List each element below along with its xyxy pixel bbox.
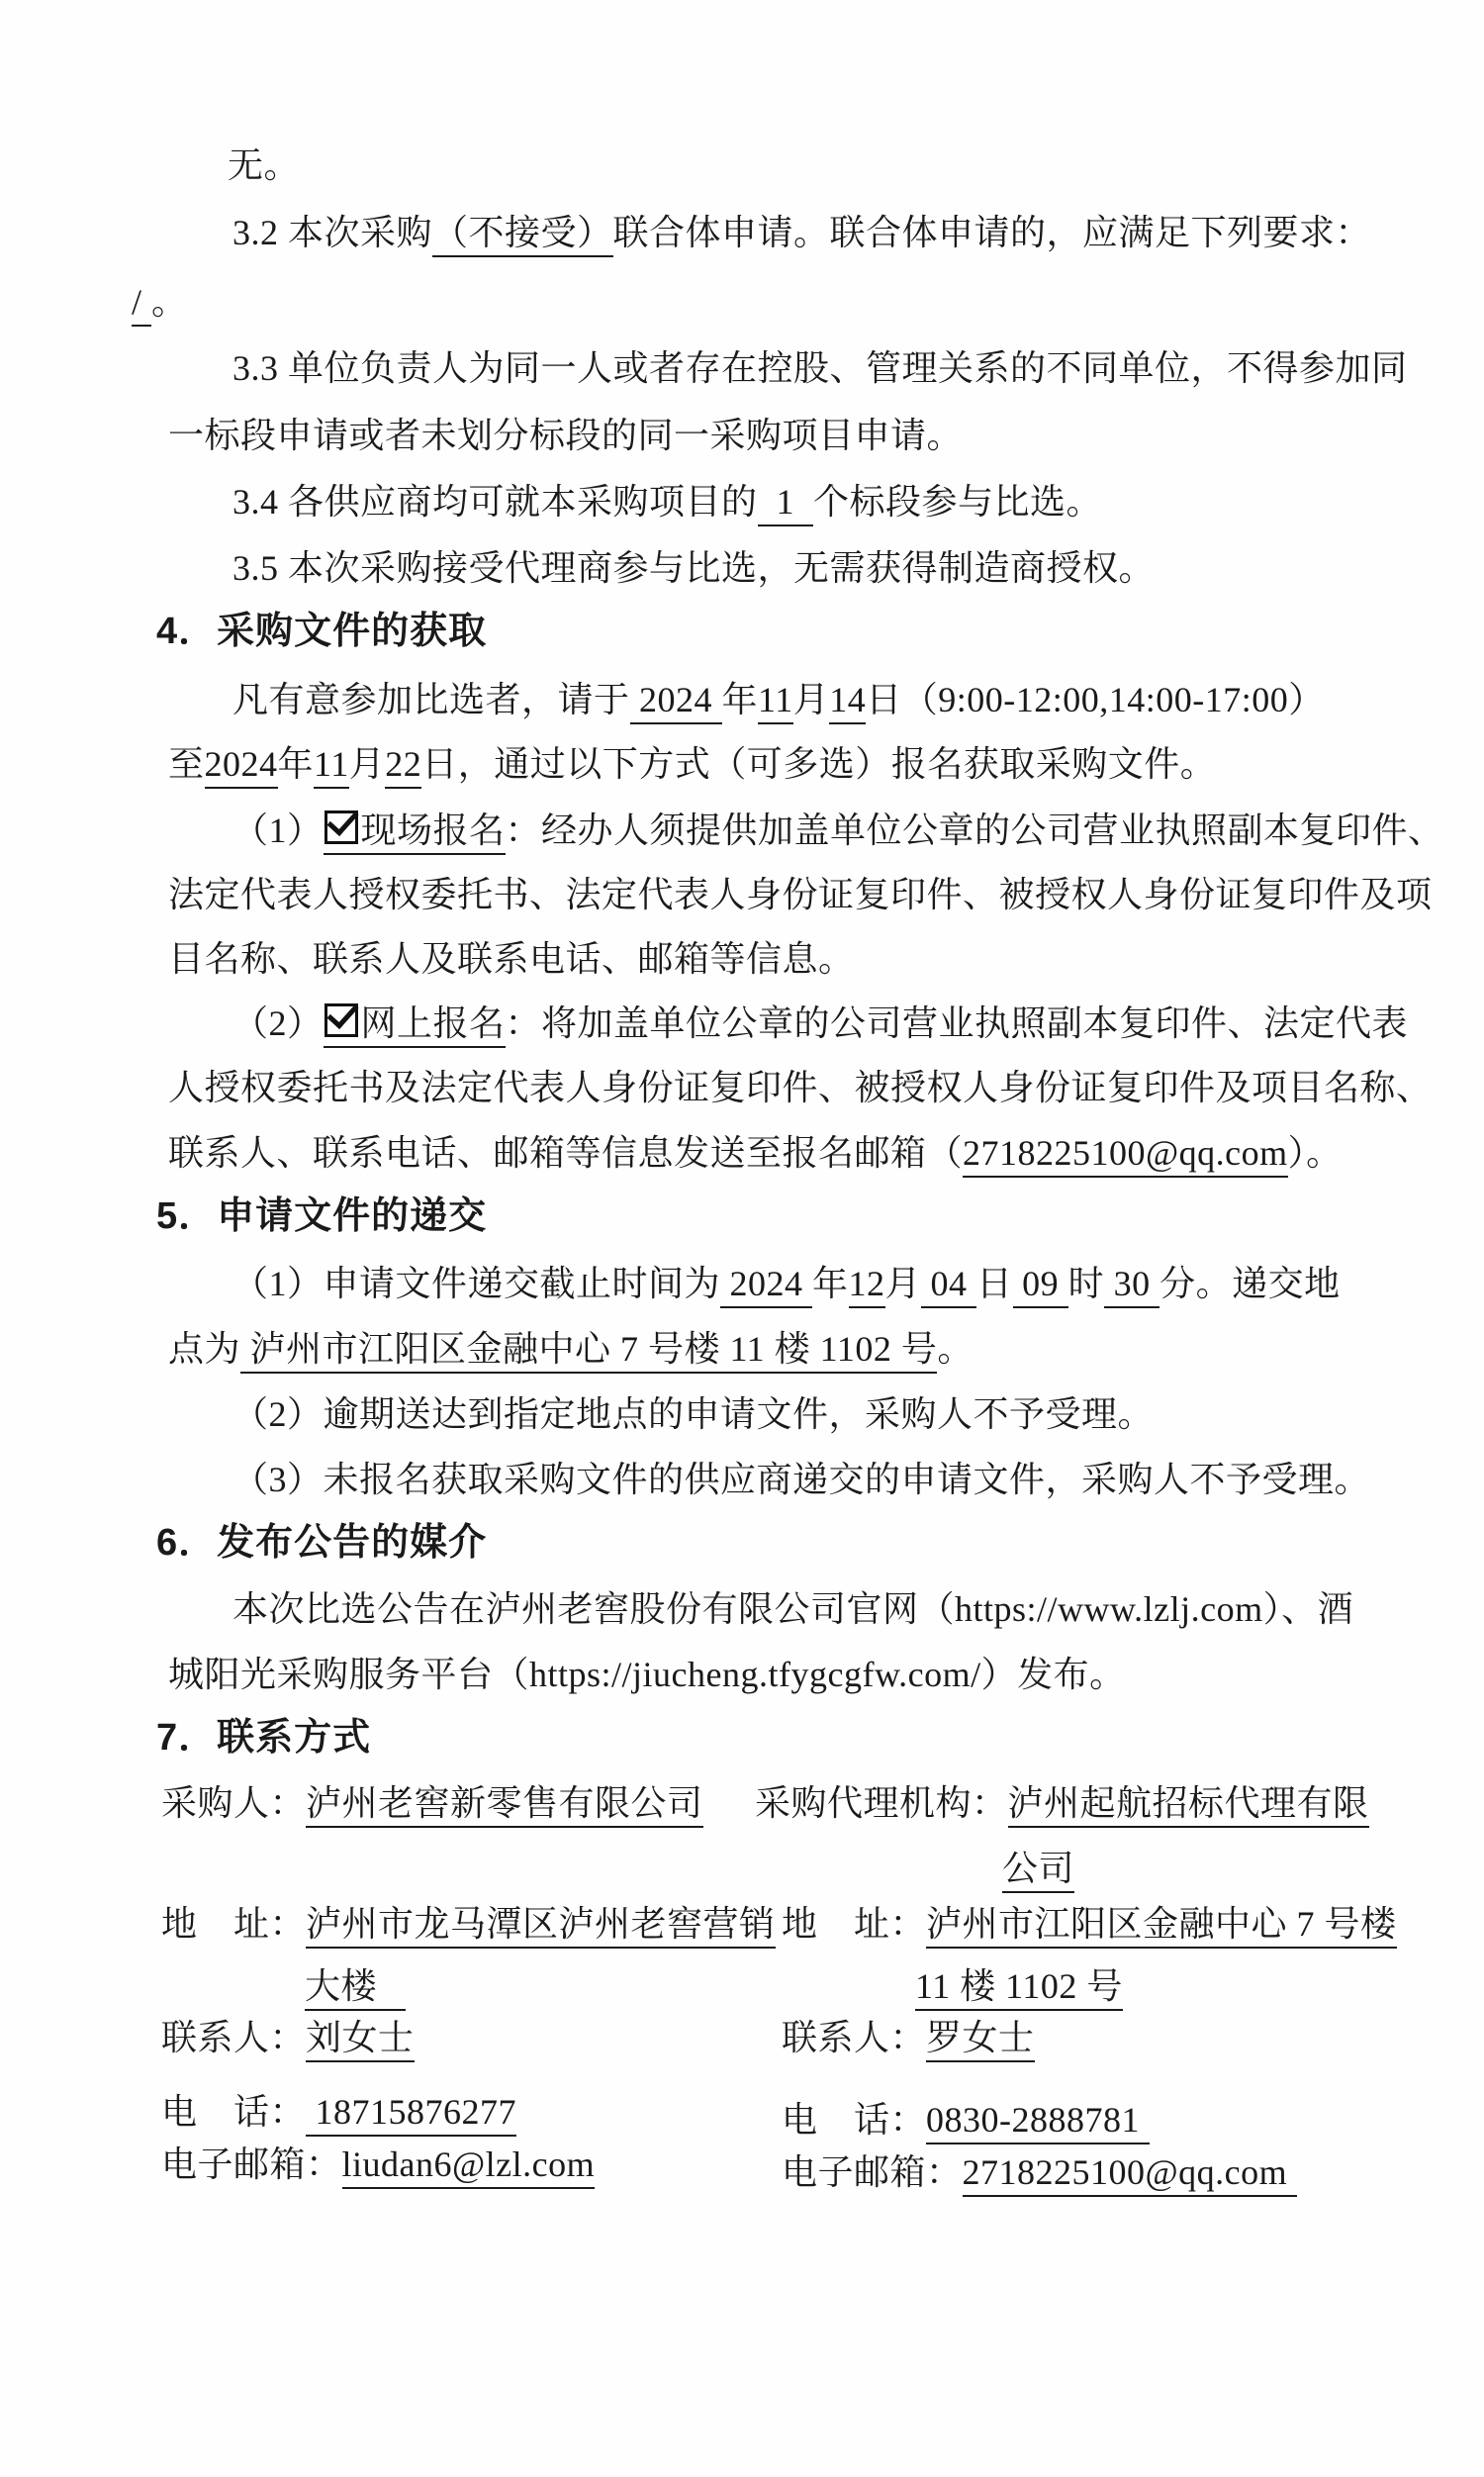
agent-phone-row (782, 2098, 1150, 2143)
section-heading-6: 6．发布公告的媒介 (156, 1522, 488, 1564)
announcement-media-line-1: 本次比选公告在泸州老窖股份有限公司官网（https://www.lzlj.com）、酒 (232, 1589, 1354, 1629)
buyer-name: 泸州老窖新零售有限公司 (306, 1783, 703, 1828)
online-registration-line-1: （2） 网上报名：将加盖单位公章的公司营业执照副本复印件、法定代表 (232, 1001, 1408, 1046)
clause-3-4: 3.4 各供应商均可就本采购项目的 1 个标段参与比选。 (232, 480, 1102, 524)
clause-none-text: 无。 (228, 145, 301, 185)
agent-email-row (782, 2150, 1297, 2195)
agent-name-line-1: 泸州起航招标代理有限 (1008, 1783, 1369, 1828)
section-heading-5: 5．申请文件的递交 (156, 1195, 488, 1237)
clause-3-2: 3.2 本次采购（不接受）联合体申请。联合体申请的，应满足下列要求： (232, 211, 1371, 255)
onsite-registration-line-1: （1） 现场报名：经办人须提供加盖单位公章的公司营业执照副本复印件、 (232, 809, 1444, 853)
buyer-address-label: 地 址： (161, 1904, 307, 1944)
buyer-email-address: liudan6@lzl.com (342, 2144, 596, 2189)
section-heading-7: 7．联系方式 (156, 1717, 372, 1759)
buyer-email-row (161, 2143, 595, 2187)
agent-email-label: 电子邮箱： (782, 2152, 963, 2192)
buyer-address-row-2 (305, 1964, 406, 2009)
submission-deadline-line-2: 点为 泸州市江阳区金融中心 7 号楼 11 楼 1102 号。 (168, 1327, 974, 1372)
checked-checkbox-icon (325, 1003, 358, 1037)
online-registration-line-3: 联系人、联系电话、邮箱等信息发送至报名邮箱（2718225100@qq.com）。 (168, 1131, 1343, 1176)
agent-phone-label: 电 话： (782, 2100, 927, 2140)
buyer-email-label: 电子邮箱： (161, 2144, 342, 2184)
submission-deadline-line-1: （1）申请文件递交截止时间为 2024 年12月 04 日 09 时 30 分。递交地 (232, 1262, 1341, 1306)
buyer-phone-number: 18715876277 (306, 2092, 516, 2137)
agent-name-row (755, 1781, 1369, 1826)
obtain-docs-line-2: 至2024年11月22日，通过以下方式（可多选）报名获取采购文件。 (168, 742, 1216, 787)
obtain-docs-line-1: 凡有意参加比选者，请于 2024 年11月14日（9:00-12:00,14:00-17:00） (232, 678, 1325, 722)
submission-rule-3: （3）未报名获取采购文件的供应商递交的申请文件，采购人不予受理。 (232, 1460, 1371, 1499)
buyer-address-line-1: 泸州市龙马潭区泸州老窖营销 (306, 1904, 776, 1949)
agent-name-row-2 (1002, 1847, 1074, 1891)
submission-rule-2: （2）逾期送达到指定地点的申请文件，采购人不予受理。 (232, 1394, 1155, 1434)
clause-3-2-blank-answer: / 。 (132, 280, 188, 325)
agent-contact-row (782, 2016, 1035, 2060)
buyer-contact-row (161, 2016, 415, 2060)
agent-contact-person: 罗女士 (926, 2018, 1035, 2062)
agent-address-label: 地 址： (782, 1904, 927, 1944)
clause-3-3-line-1: 3.3 单位负责人为同一人或者存在控股、管理关系的不同单位，不得参加同 (232, 348, 1408, 388)
onsite-registration-line-3: 目名称、联系人及联系电话、邮箱等信息。 (168, 939, 855, 979)
agent-label: 采购代理机构： (755, 1783, 1008, 1823)
announcement-media-line-2: 城阳光采购服务平台（https://jiucheng.tfygcgfw.com/）发布。 (168, 1655, 1126, 1694)
buyer-phone-label: 电 话： (161, 2092, 307, 2132)
buyer-address-row (161, 1902, 776, 1947)
agent-address-line-2: 11 楼 1102 号 (915, 1966, 1123, 2011)
buyer-phone-row (161, 2090, 516, 2135)
buyer-label: 采购人： (161, 1783, 307, 1823)
agent-email-address: 2718225100@qq.com (963, 2152, 1297, 2197)
clause-3-3-line-2: 一标段申请或者未划分标段的同一采购项目申请。 (168, 416, 964, 455)
agent-contact-label: 联系人： (782, 2018, 927, 2057)
buyer-contact-person: 刘女士 (306, 2018, 415, 2062)
buyer-address-line-2: 大楼 (305, 1966, 406, 2011)
agent-address-row-2 (915, 1964, 1123, 2009)
buyer-contact-label: 联系人： (161, 2018, 307, 2057)
agent-name-line-2: 公司 (1002, 1849, 1074, 1893)
checked-checkbox-icon (325, 810, 358, 844)
agent-address-line-1: 泸州市江阳区金融中心 7 号楼 (926, 1904, 1397, 1949)
clause-3-5: 3.5 本次采购接受代理商参与比选，无需获得制造商授权。 (232, 548, 1156, 588)
buyer-name-row (161, 1781, 703, 1826)
agent-address-row (782, 1902, 1397, 1947)
online-registration-line-2: 人授权委托书及法定代表人身份证复印件、被授权人身份证复印件及项目名称、 (168, 1068, 1433, 1107)
onsite-registration-line-2: 法定代表人授权委托书、法定代表人身份证复印件、被授权人身份证复印件及项 (168, 875, 1433, 914)
section-heading-4: 4．采购文件的获取 (156, 611, 488, 652)
agent-phone-number: 0830-2888781 (926, 2100, 1150, 2144)
